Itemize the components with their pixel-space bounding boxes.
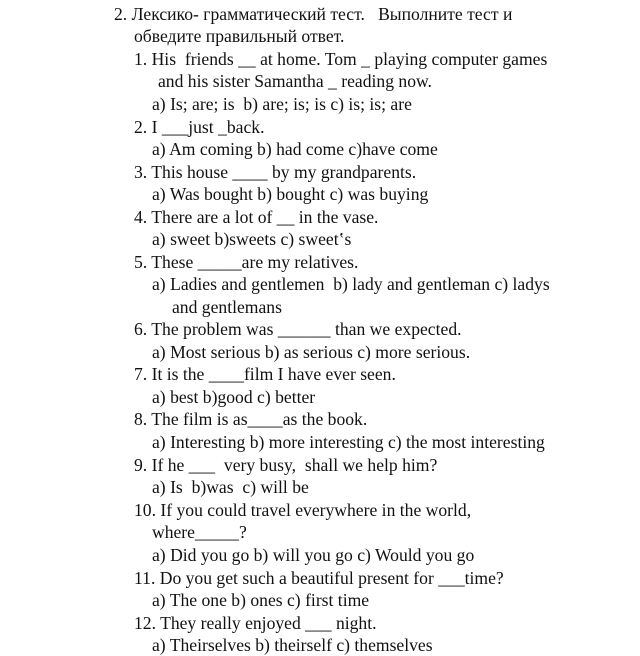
question-4: 4. There are a lot of __ in the vase. [134, 207, 379, 227]
question-7: 7. It is the ____film I have ever seen. [134, 364, 396, 384]
question-1-continued: and his sister Samantha _ reading now. [158, 71, 432, 91]
answer-options-2: a) Am coming b) had come c)have come [152, 139, 438, 159]
question-10-continued: where_____? [152, 522, 247, 542]
answer-options-8: a) Interesting b) more interesting c) the most interesting [152, 432, 545, 452]
answer-options-1: a) Is; are; is b) are; is; is c) is; is; are [152, 94, 412, 114]
answer-options-5: a) Ladies and gentlemen b) lady and gentleman c) ladys [152, 274, 550, 294]
answer-options-7: a) best b)good c) better [152, 387, 316, 407]
question-11: 11. Do you get such a beautiful present for ___time? [134, 568, 504, 588]
answer-options-10: a) Did you go b) will you go c) Would you go [152, 545, 475, 565]
answer-options-3: a) Was bought b) bought c) was buying [152, 184, 429, 204]
question-9: 9. If he ___ very busy, shall we help him? [134, 455, 438, 475]
test-instructions: обведите правильный ответ. [134, 26, 345, 46]
answer-options-5-continued: and gentlemans [172, 297, 282, 317]
question-1: 1. His friends __ at home. Tom _ playing computer games [134, 49, 548, 69]
question-5: 5. These _____are my relatives. [134, 252, 359, 272]
question-6: 6. The problem was ______ than we expected. [134, 319, 462, 339]
question-12: 12. They really enjoyed ___ night. [134, 613, 377, 633]
question-10: 10. If you could travel everywhere in the world, [134, 500, 472, 520]
test-heading: 2. Лексико- грамматический тест. Выполните тест и [114, 4, 513, 24]
answer-options-12: a) Theirselves b) theirself c) themselves [152, 635, 433, 655]
answer-options-11: a) The one b) ones c) first time [152, 590, 370, 610]
question-2: 2. I ___just _back. [134, 117, 265, 137]
answer-options-6: a) Most serious b) as serious c) more serious. [152, 342, 471, 362]
answer-options-9: a) Is b)was c) will be [152, 477, 309, 497]
answer-options-4: a) sweet b)sweets c) sweet‛s [152, 229, 352, 249]
question-3: 3. This house ____ by my grandparents. [134, 162, 417, 182]
question-8: 8. The film is as____as the book. [134, 409, 368, 429]
